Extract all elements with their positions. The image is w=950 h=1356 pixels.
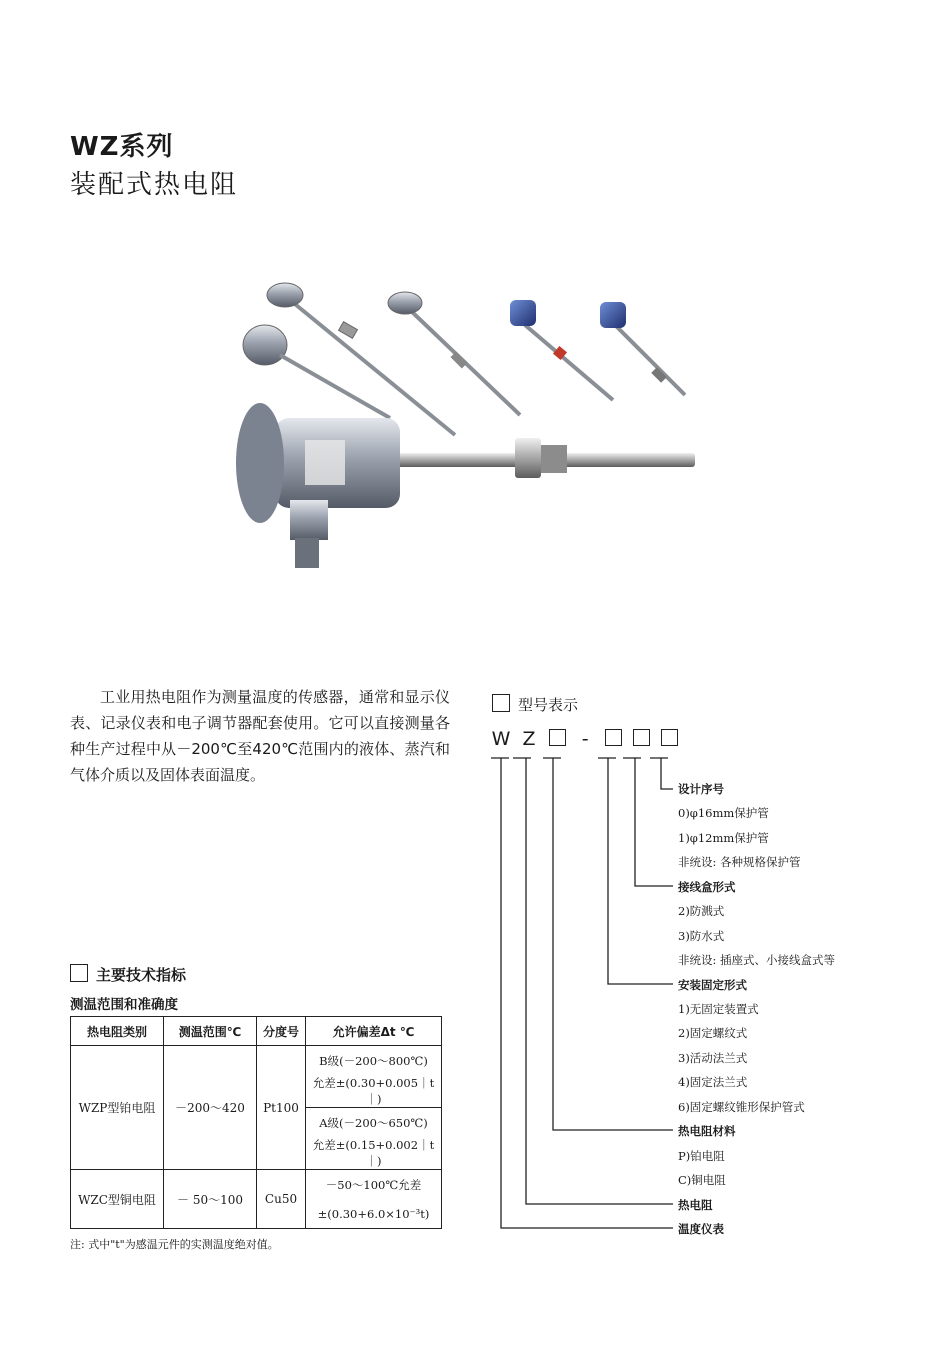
label-movable-flange: 3)活动法兰式 (678, 1051, 748, 1065)
cell-range: －200～420 (164, 1046, 257, 1170)
label-junction-box: 接线盒形式 (678, 880, 736, 894)
specs-table (70, 1016, 442, 1229)
label-rtd: 热电阻 (678, 1198, 713, 1212)
cell-tol: －50～100℃允差 (306, 1170, 442, 1200)
main-assembly (236, 403, 695, 568)
label-nonstandard-box: 非统设: 插座式、小接线盒式等 (678, 953, 836, 967)
title-series: WZ系列 (70, 132, 174, 162)
label-design-serial: 设计序号 (678, 782, 724, 796)
title-product: 装配式热电阻 (70, 170, 239, 200)
label-conical-tube: 6)固定螺纹锥形保护管式 (678, 1100, 805, 1114)
cell-grade: Pt100 (257, 1046, 306, 1170)
label-splashproof: 2)防溅式 (678, 904, 725, 918)
header-type: 热电阻类别 (71, 1017, 164, 1046)
footnote: 注: 式中"t"为感温元件的实测温度绝对值。 (70, 1238, 279, 1251)
table-row (71, 1170, 442, 1200)
label-fixed-flange: 4)固定法兰式 (678, 1075, 748, 1089)
model-heading: 型号表示 (492, 694, 578, 715)
specs-subheading: 测温范围和准确度 (70, 997, 178, 1013)
label-16mm-tube: 0)φ16mm保护管 (678, 806, 769, 820)
cell-type: WZC型铜电阻 (71, 1170, 164, 1229)
header-tolerance: 允许偏差Δt ℃ (306, 1017, 442, 1046)
checkbox-square (492, 694, 510, 712)
label-mounting: 安装固定形式 (678, 978, 747, 992)
header-grade: 分度号 (257, 1017, 306, 1046)
label-waterproof: 3)防水式 (678, 929, 725, 943)
intro-paragraph: 工业用热电阻作为测量温度的传感器，通常和显示仪表、记录仪表和电子调节器配套使用。它可以直接测量各种生产过程中从－200℃至420℃范围内的液体、蒸汽和气体介质以及固体表面温度。 (70, 688, 450, 784)
probe-3 (510, 300, 613, 400)
label-material: 热电阻材料 (678, 1124, 736, 1138)
label-fixed-thread: 2)固定螺纹式 (678, 1026, 748, 1040)
cell-range: － 50～100 (164, 1170, 257, 1229)
table-row (71, 1046, 442, 1076)
cell-tol: 允差±(0.15+0.002｜t｜) (306, 1137, 442, 1170)
model-code: W Z - (490, 728, 680, 750)
table-header-row (71, 1017, 442, 1046)
probe-1 (243, 283, 455, 435)
cell-tol: 允差±(0.30+0.005｜t｜) (306, 1075, 442, 1108)
cell-tol: B级(－200～800℃) (306, 1046, 442, 1076)
specs-heading: 主要技术指标 (70, 964, 186, 985)
product-photo (225, 270, 715, 600)
cell-grade: Cu50 (257, 1170, 306, 1229)
label-nonstandard-tube: 非统设: 各种规格保护管 (678, 855, 801, 869)
checkbox-square (70, 964, 88, 982)
probe-4 (600, 302, 685, 395)
label-no-fixture: 1)无固定装置式 (678, 1002, 759, 1016)
label-platinum: P)铂电阻 (678, 1149, 725, 1163)
label-temp-instrument: 温度仪表 (678, 1222, 724, 1236)
label-copper: C)铜电阻 (678, 1173, 726, 1187)
cell-tol: ±(0.30+6.0×10⁻³t) (306, 1199, 442, 1229)
header-range: 测温范围℃ (164, 1017, 257, 1046)
cell-tol: A级(－200～650℃) (306, 1108, 442, 1138)
label-12mm-tube: 1)φ12mm保护管 (678, 831, 769, 845)
cell-type: WZP型铂电阻 (71, 1046, 164, 1170)
